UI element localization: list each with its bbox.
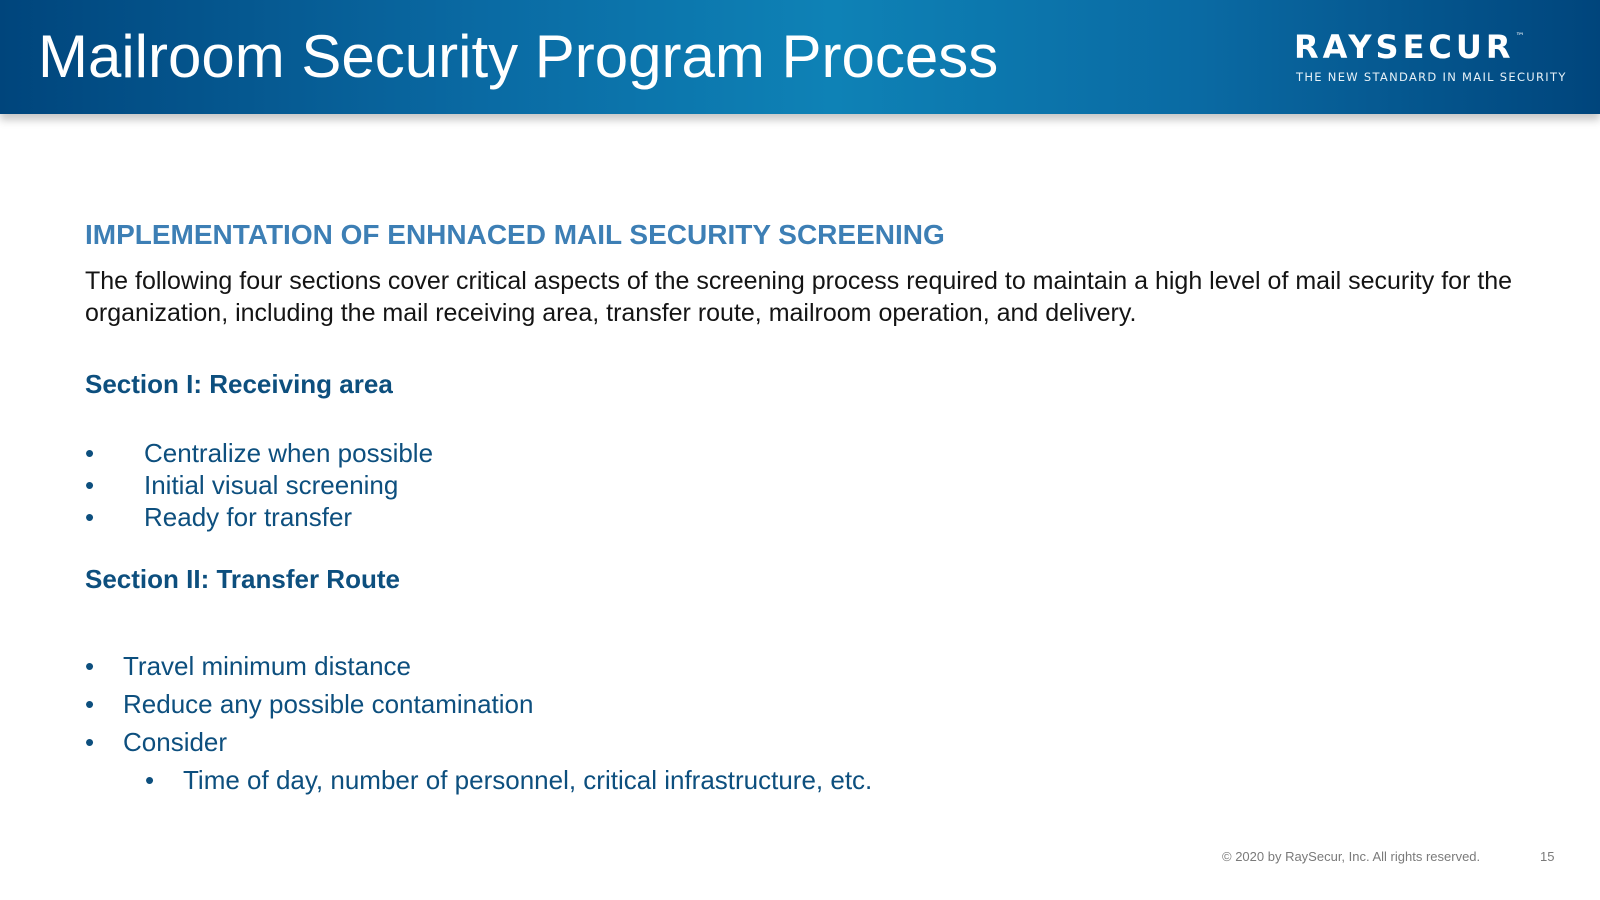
- list-item-text: Reduce any possible contamination: [123, 689, 534, 719]
- logo-tagline: THE NEW STANDARD IN MAIL SECURITY: [1296, 70, 1567, 84]
- sub-list-item: [85, 764, 872, 802]
- bullet-icon: •: [85, 438, 95, 468]
- list-item: [85, 688, 872, 726]
- bullet-icon: •: [85, 689, 95, 719]
- list-item: [85, 726, 872, 764]
- list-item: [85, 650, 872, 688]
- intro-paragraph: The following four sections cover critical aspects of the screening process required to maintain a high level of mail security for the organization, including the mail receiving area, transfer route, mailroom operation, and delivery.: [85, 267, 1513, 327]
- bullet-icon: •: [85, 502, 95, 532]
- slide-title: Mailroom Security Program Process: [38, 23, 999, 90]
- sub-list-item-text: Time of day, number of personnel, critical infrastructure, etc.: [183, 765, 873, 795]
- list-item: [85, 469, 433, 501]
- bullet-icon: •: [85, 727, 95, 757]
- section-1-list: [85, 437, 433, 533]
- list-item-text: Consider: [123, 727, 228, 757]
- copyright-notice: © 2020 by RaySecur, Inc. All rights reserved.: [1222, 849, 1481, 864]
- list-item-text: Centralize when possible: [144, 438, 434, 468]
- logo-wordmark: [1294, 30, 1525, 64]
- page-number: 15: [1540, 849, 1555, 864]
- bullet-icon: •: [85, 651, 95, 681]
- logo-wordmark-text: RAYSECUR: [1294, 28, 1515, 66]
- header-banner: [0, 0, 1600, 114]
- bullet-icon: •: [85, 470, 95, 500]
- logo-trademark: ™: [1515, 32, 1525, 42]
- raysecur-logo: [1294, 30, 1574, 90]
- list-item-text: Initial visual screening: [144, 470, 399, 500]
- section-2-list: [85, 650, 872, 802]
- list-item: [85, 501, 433, 533]
- list-item-text: Ready for transfer: [144, 502, 353, 532]
- section-2-title: Section II: Transfer Route: [85, 564, 400, 594]
- section-1-title: Section I: Receiving area: [85, 369, 393, 399]
- section-heading: IMPLEMENTATION OF ENHNACED MAIL SECURITY SCREENING: [85, 219, 945, 250]
- list-item: [85, 437, 433, 469]
- bullet-icon: •: [145, 765, 155, 795]
- list-item-text: Travel minimum distance: [123, 651, 412, 681]
